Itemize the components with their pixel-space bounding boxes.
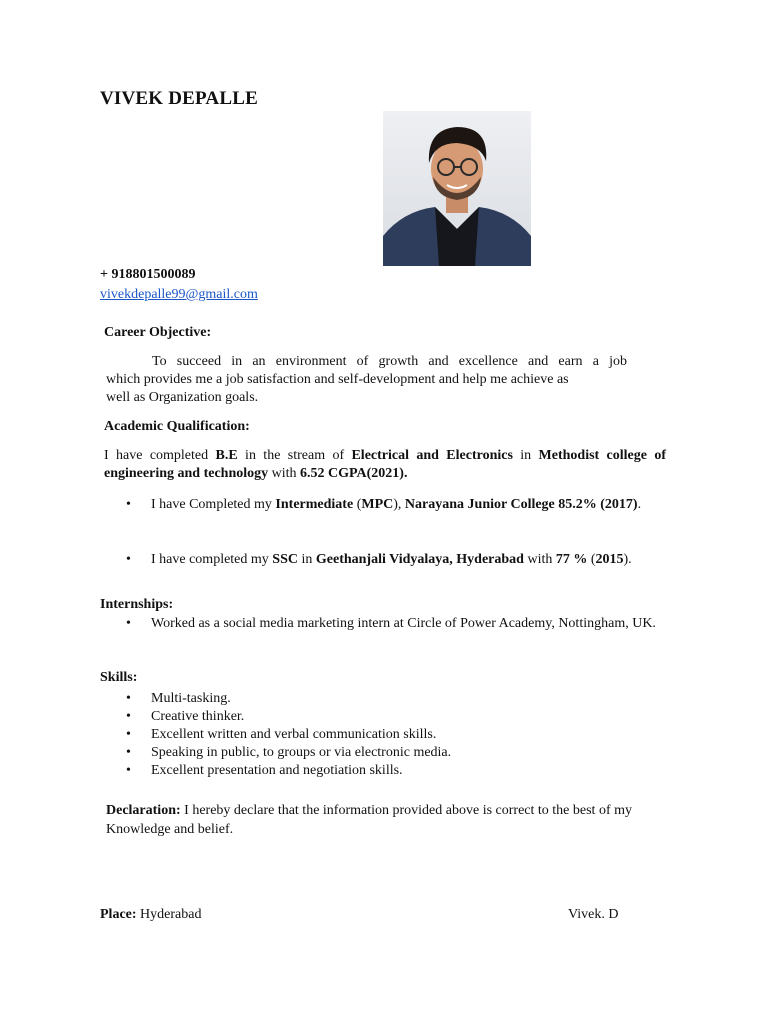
internship-item [100,615,666,633]
career-objective-line-1: To succeed in an environment of growth and excellence and earn a job [152,354,627,369]
declaration [106,801,668,839]
phone-number: + 918801500089 [100,267,196,282]
academic-qualification-heading: Academic Qualification: [104,419,250,434]
be-text-4: with [268,466,301,481]
ssc-text-2: in [297,552,316,567]
skill-item [100,690,666,708]
ssc-text-1: I have completed my [151,552,273,567]
intermediate-item [100,496,666,514]
be-text-1: I have completed [104,448,216,463]
career-objective-line-3: well as Organization goals. [106,390,259,405]
career-objective-line-2: which provides me a job satisfaction and self-development and help me achieve as [106,372,569,387]
bullet-icon: • [126,497,131,512]
inter-level: Intermediate [275,497,354,512]
declaration-label: Declaration: [106,803,181,818]
skill-item [100,744,666,762]
bullet-icon: • [126,763,131,778]
bullet-icon: • [126,745,131,760]
internships-heading: Internships: [100,597,174,612]
ssc-list [100,551,666,569]
internships-list [100,615,666,633]
place [100,906,201,924]
skill-text: Speaking in public, to groups or via electronic media. [151,745,452,760]
place-label: Place: [100,907,137,922]
internship-text: Worked as a social media marketing intern at Circle of Power Academy, Nottingham, UK. [151,616,656,631]
academic-list [100,496,666,514]
email-link[interactable]: vivekdepalle99@gmail.com [100,287,258,302]
profile-photo [383,111,531,266]
skill-text: Creative thinker. [151,709,245,724]
skill-text: Excellent written and verbal communication skills. [151,727,437,742]
ssc-text-4: ( [587,552,596,567]
career-objective-heading: Career Objective: [104,325,212,340]
ssc-year: 2015 [595,552,624,567]
be-college: Methodist college of engineering and technology [104,448,666,481]
place-value: Hyderabad [136,907,202,922]
be-qualification [104,447,666,483]
skill-text: Multi-tasking. [151,691,231,706]
career-objective-text [106,353,627,407]
inter-text-1: I have Completed my [151,497,276,512]
declaration-text: I hereby declare that the information provided above is correct to the best of my Knowledge and belief. [106,803,632,837]
inter-text-3: ), [393,497,405,512]
skill-item [100,726,666,744]
ssc-score: 77 % [555,552,588,567]
be-text-3: in [512,448,539,463]
bullet-icon: • [126,709,131,724]
skills-list [100,690,666,780]
skill-item [100,708,666,726]
inter-college: Narayana Junior College 85.2% (2017) [404,497,638,512]
bullet-icon: • [126,691,131,706]
be-stream: Electrical and Electronics [351,448,513,463]
inter-text-2: ( [353,497,362,512]
ssc-item [100,551,666,569]
be-cgpa: 6.52 CGPA(2021). [300,466,408,481]
skill-text: Excellent presentation and negotiation skills. [151,763,403,778]
candidate-name: VIVEK DEPALLE [100,88,258,109]
inter-group: MPC [361,497,394,512]
be-text-2: in the stream of [237,448,352,463]
ssc-level: SSC [272,552,298,567]
be-degree: B.E [215,448,238,463]
skills-heading: Skills: [100,670,138,685]
inter-text-4: . [637,497,642,512]
ssc-text-5: ). [623,552,632,567]
bullet-icon: • [126,552,131,567]
bullet-icon: • [126,616,131,631]
profile-photo-illustration [383,111,531,266]
ssc-text-3: with [523,552,556,567]
ssc-school: Geethanjali Vidyalaya, Hyderabad [315,552,524,567]
bullet-icon: • [126,727,131,742]
signature: Vivek. D [568,907,619,922]
skill-item [100,762,666,780]
